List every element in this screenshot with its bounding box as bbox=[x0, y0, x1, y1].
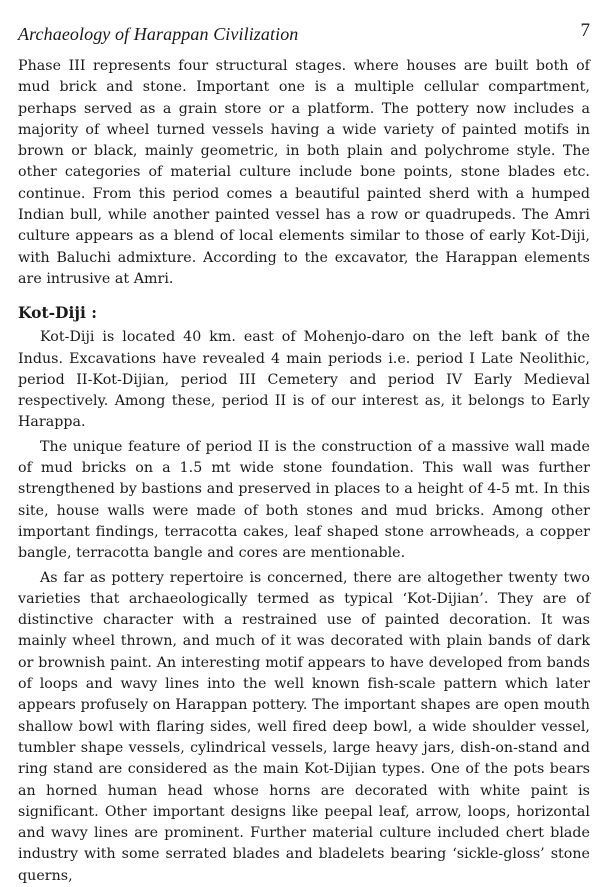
page-number: 7 bbox=[580, 20, 590, 41]
running-title: Archaeology of Harappan Civilization bbox=[18, 24, 299, 44]
book-page bbox=[18, 14, 590, 887]
paragraph-pottery-repertoire: As far as pottery repertoire is concerned, there are altogether twenty two varieties that archaeologically termed as typical ‘Kot-Dijian’. They are of distinctive character with a restrained use of painted decoration. It was mainly wheel thrown, and much of it was decorated with plain bands of dark or brownish paint. An interesting motif appears to have developed from bands of loops and wavy lines into the well known fish-scale pattern which later appears profusely on Harappan pottery. The important shapes are open mouth shallow bowl with flaring sides, well fired deep bowl, a wide shoulder vessel, tumbler shape vessels, cylindrical vessels, large heavy jars, dish-on-stand and ring stand are considered as the main Kot-Dijian types. One of the pots bears an horned human head whose horns are decorated with white paint is significant. Other important designs like peepal leaf, arrow, loops, horizontal and wavy lines are prominent. Further material culture included chert blade industry with some serrated blades and bladelets bearing ‘sickle-gloss’ stone querns, bbox=[18, 569, 590, 884]
section-heading-kot-diji: Kot-Diji : bbox=[18, 303, 98, 323]
running-header bbox=[18, 14, 590, 44]
paragraph-amri-phase-3: Phase III represents four structural stages. where houses are built both of mud brick and stone. Important one is a multiple cellular compartment, perhaps served as a grain store or a platform. The pottery now includes a majority of wheel turned vessels having a wide variety of painted motifs in brown or black, mainly geometric, in both plain and polychrome style. The other categories of material culture include bone points, stone blades etc. continue. From this period comes a beautiful painted sherd with a humped Indian bull, while another painted vessel has a row or quadrupeds. The Amri culture appears as a blend of local elements similar to those of early Kot-Diji, with Baluchi admixture. According to the excavator, the Harappan elements are intrusive at Amri. bbox=[18, 58, 590, 287]
paragraph-kot-diji-location: Kot-Diji is located 40 km. east of Mohenjo-daro on the left bank of the Indus. Excavations have revealed 4 main periods i.e. period I Late Neolithic, period II-Kot-Dijian, period III Cemetery and period IV Early Medieval respectively. Among these, period II is of our interest as, it belongs to Early Harappa. bbox=[18, 329, 590, 431]
paragraph-period-2-wall: The unique feature of period II is the construction of a massive wall made of mud bricks on a 1.5 mt wide stone foundation. This wall was further strengthened by bastions and preserved in places to a height of 4-5 mt. In this site, house walls were made of both stones and mud bricks. Among other important findings, terracotta cakes, leaf shaped stone arrowheads, a copper bangle, terracotta bangle and cores are mentionable. bbox=[18, 438, 590, 562]
